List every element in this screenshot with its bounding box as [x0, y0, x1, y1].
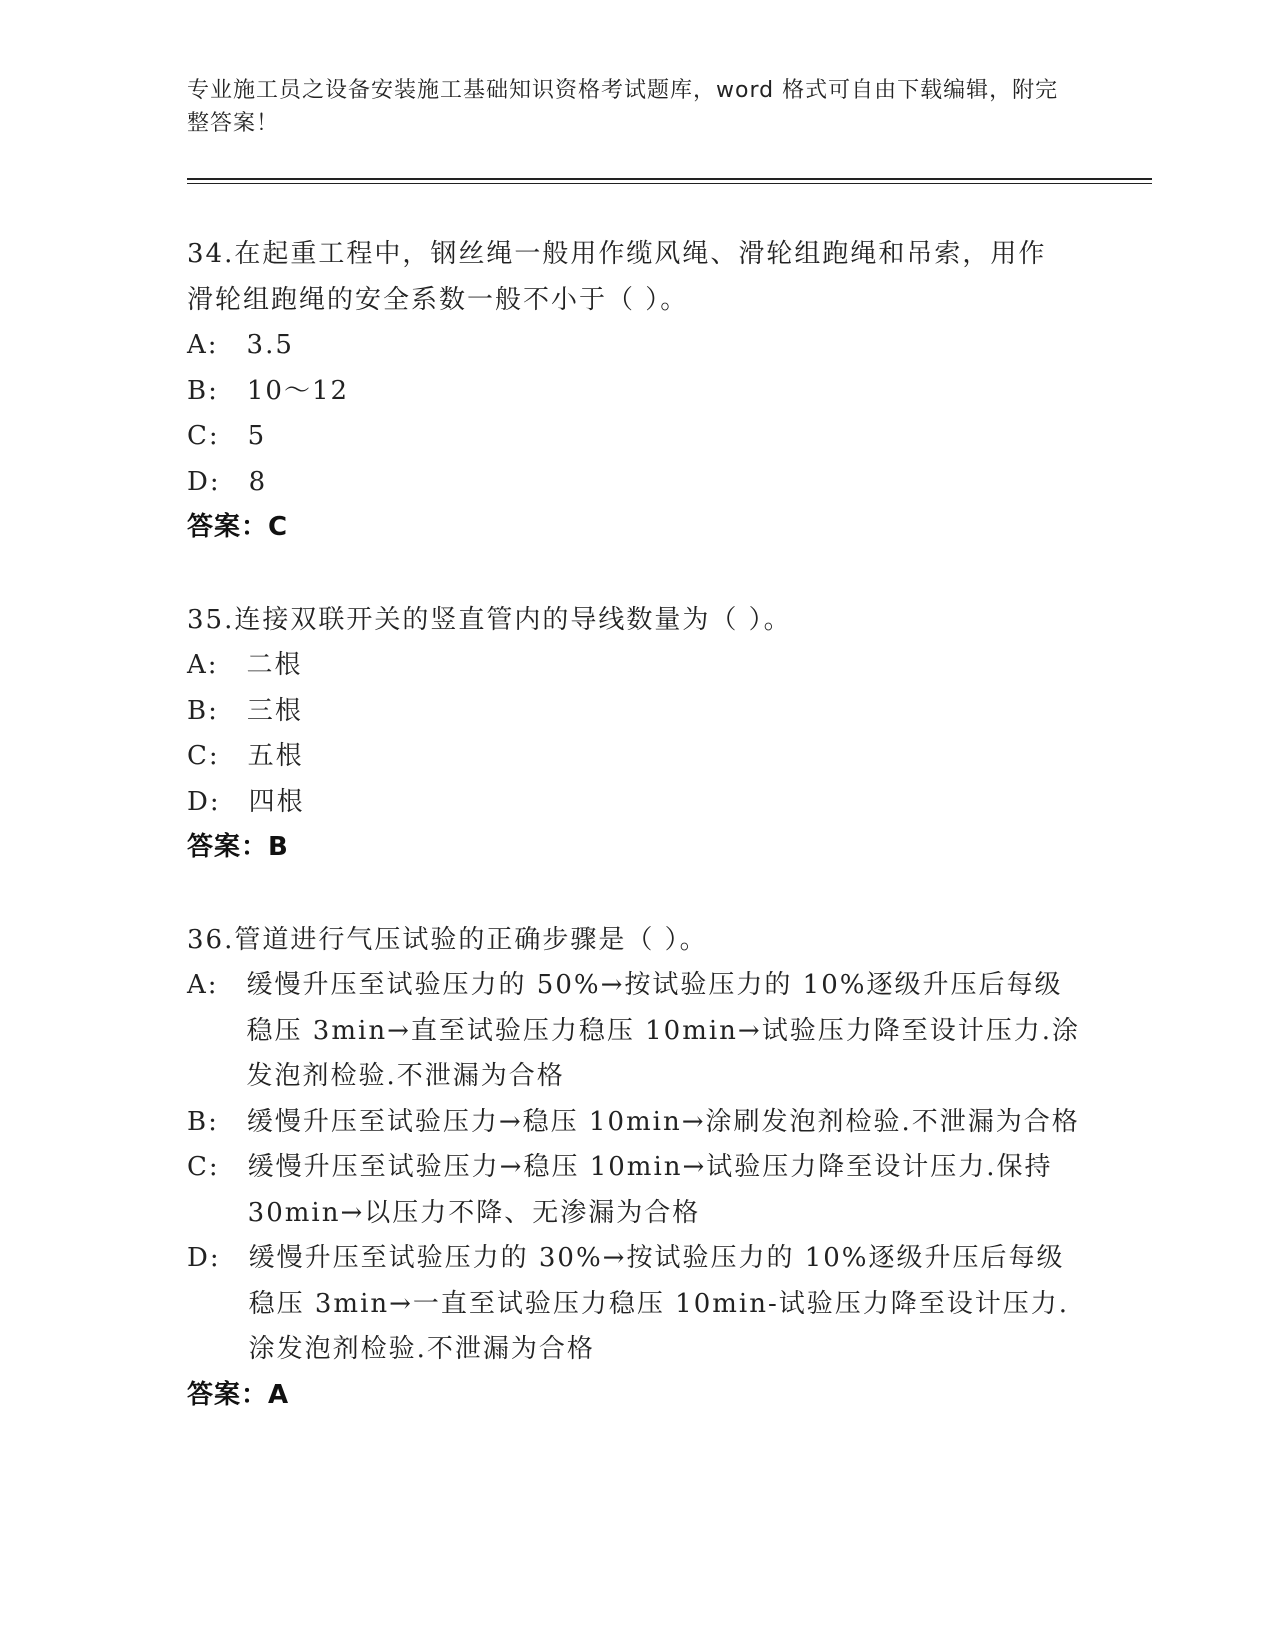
- option-a: [187, 643, 1087, 689]
- option-text: 5: [247, 421, 267, 451]
- option-letter: D:: [187, 466, 221, 497]
- header-divider-thick: [187, 178, 1152, 180]
- question-text: 34.在起重工程中，钢丝绳一般用作缆风绳、滑轮组跑绳和吊索，用作滑轮组跑绳的安全系数一般不小于（ ）。: [187, 239, 1047, 315]
- option-d: [187, 780, 1087, 826]
- answer-line: 答案：B: [187, 832, 289, 862]
- option-c: [187, 734, 1087, 780]
- question-text: 35.连接双联开关的竖直管内的导线数量为（ ）。: [187, 604, 792, 635]
- option-letter: B:: [187, 1106, 219, 1137]
- option-d: [187, 1236, 1087, 1373]
- answer-line: 答案：A: [187, 1379, 290, 1410]
- option-letter: C:: [187, 421, 220, 451]
- option-b: [187, 689, 1087, 735]
- option-b: [187, 1100, 1087, 1146]
- option-c: [187, 1145, 1087, 1236]
- option-letter: D:: [187, 1243, 221, 1273]
- option-text: 四根: [248, 786, 305, 817]
- option-letter: B:: [187, 375, 219, 406]
- option-a: [187, 323, 1087, 369]
- option-text: 10～12: [246, 375, 350, 406]
- question-34: [187, 232, 1087, 551]
- option-text: 3.5: [246, 330, 294, 360]
- option-b: [187, 369, 1087, 415]
- option-text: 五根: [247, 741, 304, 771]
- question-list: [187, 232, 1087, 1465]
- option-text: 缓慢升压至试验压力→稳压 10min→涂刷发泡剂检验.不泄漏为合格: [246, 1106, 1080, 1137]
- question-36: [187, 918, 1087, 1419]
- option-text: 缓慢升压至试验压力的 50%→按试验压力的 10%逐级升压后每级稳压 3min→直至试验压力稳压 10min→试验压力降至设计压力.涂发泡剂检验.不泄漏为合格: [246, 970, 1080, 1091]
- answer-line: 答案：C: [187, 512, 289, 542]
- option-text: 8: [248, 466, 268, 497]
- question-text: 36.管道进行气压试验的正确步骤是（ ）。: [187, 924, 708, 955]
- option-text: 三根: [246, 695, 303, 726]
- option-letter: C:: [187, 1152, 220, 1182]
- option-text: 缓慢升压至试验压力的 30%→按试验压力的 10%逐级升压后每级稳压 3min→一直至试验压力稳压 10min-试验压力降至设计压力.涂发泡剂检验.不泄漏为合格: [248, 1243, 1070, 1364]
- document-header: 专业施工员之设备安装施工基础知识资格考试题库，word 格式可自由下载编辑，附完整答案！: [187, 78, 1059, 136]
- option-text: 缓慢升压至试验压力→稳压 10min→试验压力降至设计压力.保持30min→以压力不降、无渗漏为合格: [247, 1152, 1053, 1228]
- header-divider-thin: [187, 183, 1152, 184]
- option-letter: A:: [187, 970, 219, 1000]
- option-letter: A:: [187, 650, 219, 680]
- question-35: [187, 598, 1087, 871]
- option-letter: B:: [187, 695, 219, 726]
- option-letter: D:: [187, 786, 221, 817]
- option-letter: A:: [187, 330, 219, 360]
- option-d: [187, 460, 1087, 506]
- option-text: 二根: [246, 650, 303, 680]
- option-a: [187, 963, 1087, 1100]
- option-c: [187, 414, 1087, 460]
- option-letter: C:: [187, 741, 220, 771]
